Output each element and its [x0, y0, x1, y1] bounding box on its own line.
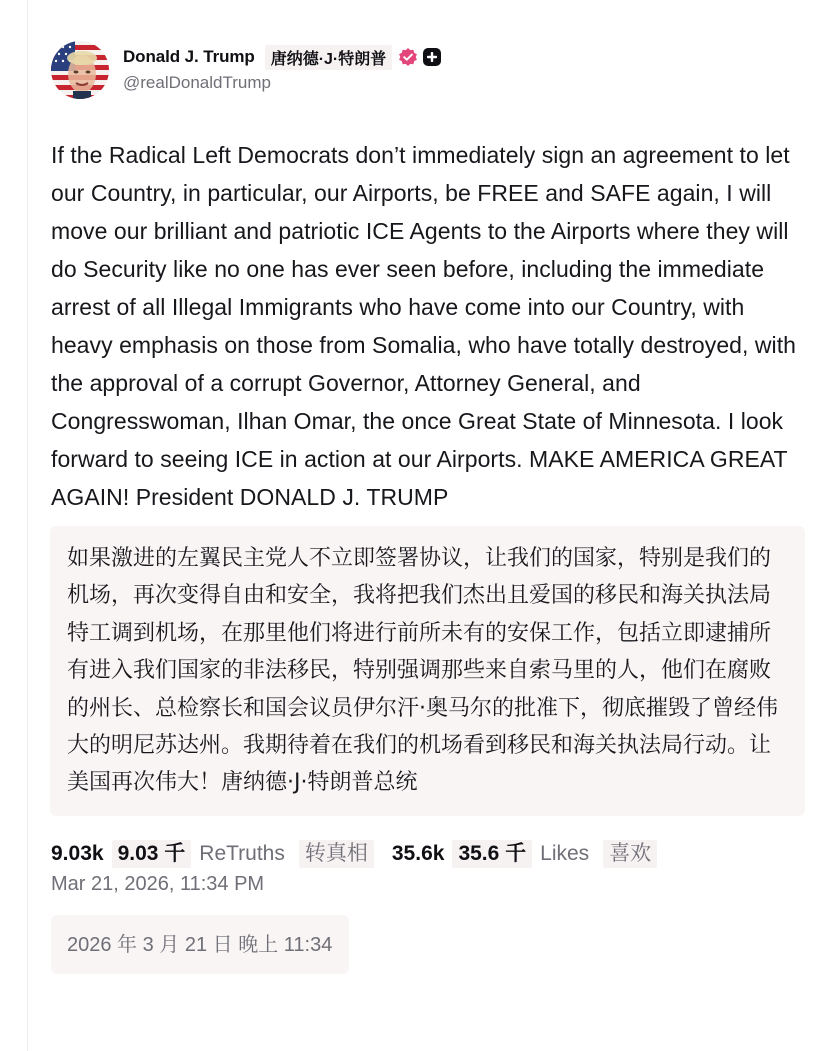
left-divider — [27, 0, 28, 1051]
author-display-name[interactable]: Donald J. Trump — [123, 47, 255, 66]
post-stats — [51, 839, 805, 869]
avatar-flag-portrait-icon — [51, 41, 109, 99]
retruths-label[interactable]: ReTruths — [199, 841, 285, 865]
retruths-label-translation: 转真相 — [299, 840, 374, 868]
author-name-row — [123, 44, 441, 70]
post-header — [51, 40, 805, 102]
author-identity — [123, 44, 441, 93]
post-body-text: If the Radical Left Democrats don’t immediately sign an agreement to let our Country, in particular, our Airports, be FREE and SAFE again, I will move our brilliant and patriotic ICE Agents to the Airports where they will do Security like no one has ever seen before, including the immediate arrest of all Illegal Immigrants who have come into our Country, with heavy emphasis on those from Somalia, who have totally destroyed, with the approval of a corrupt Governor, Attorney General, and Congresswoman, Ilhan Omar, the once Great State of Minnesota. I look forward to seeing ICE in action at our Airports. MAKE AMERICA GREAT AGAIN! President DONALD J. TRUMP — [51, 142, 803, 510]
post-translation-text: 如果激进的左翼民主党人不立即签署协议，让我们的国家，特别是我们的机场，再次变得自由和安全，我将把我们杰出且爱国的移民和海关执法局特工调到机场，在那里他们将进行前所未有的安保工作，包括立即逮捕所有进入我们国家的非法移民，特别强调那些来自索马里的人，他们在腐败的州长、总检察长和国会议员伊尔汗·奥马尔的批准下，彻底摧毁了曾经伟大的明尼苏达州。我期待着在我们的机场看到移民和海关执法局行动。让美国再次伟大！唐纳德·J·特朗普总统 — [67, 546, 778, 796]
author-handle[interactable]: @realDonaldTrump — [123, 73, 271, 92]
truth-post — [51, 40, 805, 974]
likes-count[interactable]: 35.6k — [391, 841, 445, 865]
likes-count-translation: 35.6 千 — [452, 840, 532, 868]
timestamp-translation: 2026 年 3 月 21 日 晚上 11:34 — [51, 915, 349, 974]
likes-label-translation: 喜欢 — [603, 840, 657, 868]
retruths-count[interactable]: 9.03k — [51, 841, 104, 865]
author-name-translation: 唐纳德·J·特朗普 — [265, 45, 393, 70]
post-timestamp[interactable]: Mar 21, 2026, 11:34 PM — [51, 872, 265, 895]
verified-badge-icon — [398, 47, 418, 67]
retruths-count-translation: 9.03 千 — [112, 840, 192, 868]
avatar[interactable] — [51, 41, 109, 99]
likes-label[interactable]: Likes — [540, 841, 590, 865]
plus-badge-icon — [423, 48, 441, 66]
translation-box — [50, 526, 805, 816]
